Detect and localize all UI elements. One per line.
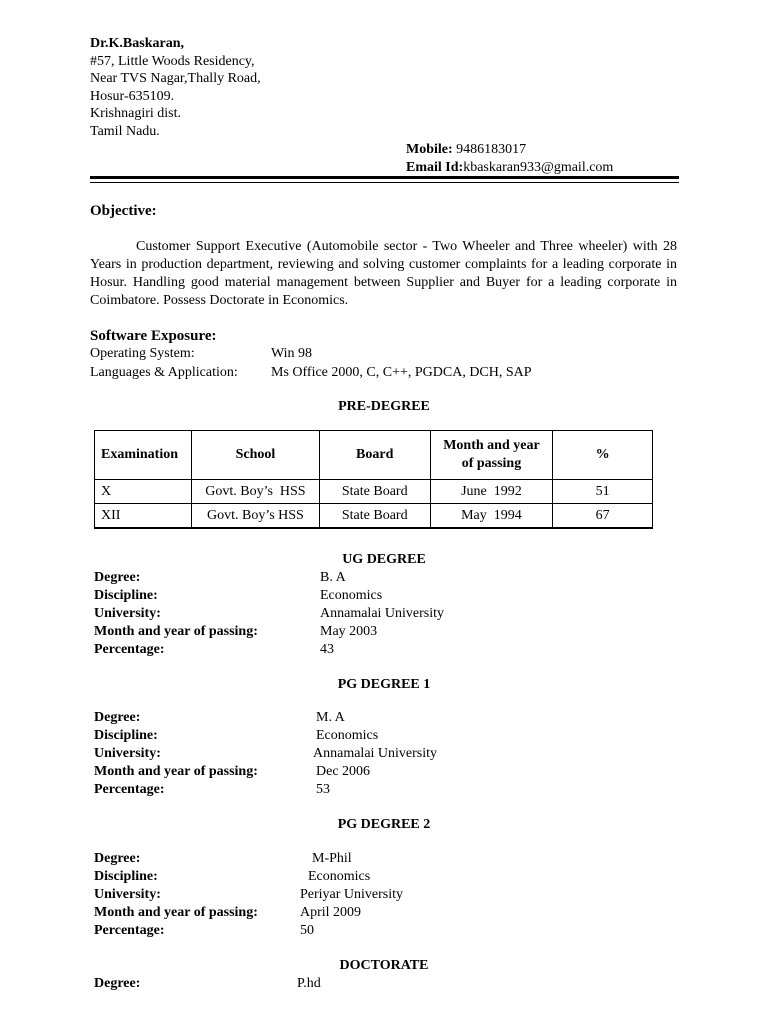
detail-label: Percentage: xyxy=(94,923,165,938)
address-line: Near TVS Nagar,Thally Road, xyxy=(90,71,261,87)
table-cell: June 1992 xyxy=(430,480,553,504)
software-label: Operating System: xyxy=(90,346,195,361)
address-line: Hosur-635109. xyxy=(90,88,175,104)
column-header: School xyxy=(191,431,319,480)
detail-value: 53 xyxy=(316,782,330,797)
objective-text: Customer Support Executive (Automobile sector - Two Wheeler and Three wheeler) with 28 Years in production department, reviewing and solving customer complaints for a leading corporate in Hosur. Handling good material management between Supplier and Buyer for a leading corporate in Coimbatore. Possess Doctorate in Economics. xyxy=(90,239,677,308)
candidate-name: Dr.K.Baskaran, xyxy=(90,36,185,51)
detail-value: M-Phil xyxy=(312,851,352,866)
table-cell: State Board xyxy=(319,504,430,529)
table-cell: XII xyxy=(95,504,192,529)
address-block xyxy=(90,35,261,141)
detail-value: Periyar University xyxy=(300,887,404,902)
detail-value: Annamalai University xyxy=(320,606,445,621)
table-cell: 67 xyxy=(553,504,653,529)
section-title-pg-degree-1: PG DEGREE 1 xyxy=(337,677,431,692)
detail-value: Dec 2006 xyxy=(316,764,371,779)
contact-block xyxy=(406,141,613,177)
section-title-doctorate: DOCTORATE xyxy=(339,958,429,973)
detail-value: 50 xyxy=(300,923,314,938)
detail-label: Month and year of passing: xyxy=(94,905,258,920)
detail-label: University: xyxy=(94,887,161,902)
email-address: kbaskaran933@gmail.com xyxy=(463,160,614,175)
column-header: % xyxy=(553,431,653,480)
detail-label: Percentage: xyxy=(94,642,165,657)
table-cell: Govt. Boy’s HSS xyxy=(191,504,319,529)
detail-label: Degree: xyxy=(94,570,141,585)
section-title-ug-degree: UG DEGREE xyxy=(342,552,426,567)
software-value: Win 98 xyxy=(271,346,313,361)
detail-value: M. A xyxy=(316,710,345,725)
detail-value: Annamalai University xyxy=(313,746,438,761)
software-value: Ms Office 2000, C, C++, PGDCA, DCH, SAP xyxy=(271,365,532,380)
table-row xyxy=(95,504,653,529)
address-line: Tamil Nadu. xyxy=(90,123,160,139)
mobile-line xyxy=(406,141,613,159)
detail-value: Economics xyxy=(308,869,371,884)
mobile-label: Mobile: xyxy=(406,142,453,157)
section-title-pre-degree: PRE-DEGREE xyxy=(338,399,430,414)
objective-heading: Objective: xyxy=(90,203,157,219)
email-line xyxy=(406,159,613,177)
detail-value: B. A xyxy=(320,570,346,585)
email-label: Email Id: xyxy=(406,160,464,175)
mobile-number: 9486183017 xyxy=(452,142,527,157)
detail-value: 43 xyxy=(320,642,334,657)
section-title-pg-degree-2: PG DEGREE 2 xyxy=(337,817,431,832)
detail-label: University: xyxy=(94,746,161,761)
detail-value: April 2009 xyxy=(300,905,362,920)
table-row xyxy=(95,480,653,504)
detail-value: Economics xyxy=(320,588,383,603)
detail-label: Degree: xyxy=(94,710,141,725)
column-header: Examination xyxy=(95,431,192,480)
column-header: Board xyxy=(319,431,430,480)
software-heading: Software Exposure: xyxy=(90,328,217,344)
table-cell: State Board xyxy=(319,480,430,504)
pre-degree-table xyxy=(94,430,653,529)
table-cell: May 1994 xyxy=(430,504,553,529)
address-line: Krishnagiri dist. xyxy=(90,106,181,122)
detail-label: Month and year of passing: xyxy=(94,624,258,639)
table-header-row xyxy=(95,431,653,480)
table-cell: Govt. Boy’s HSS xyxy=(191,480,319,504)
detail-value: Economics xyxy=(316,728,379,743)
detail-label: Month and year of passing: xyxy=(94,764,258,779)
detail-label: Discipline: xyxy=(94,728,158,743)
detail-value: May 2003 xyxy=(320,624,378,639)
detail-label: Degree: xyxy=(94,976,141,991)
software-label: Languages & Application: xyxy=(90,365,238,380)
detail-label: Discipline: xyxy=(94,588,158,603)
header-divider-thick xyxy=(90,176,679,179)
table-cell: X xyxy=(95,480,192,504)
detail-label: Percentage: xyxy=(94,782,165,797)
detail-label: University: xyxy=(94,606,161,621)
table-cell: 51 xyxy=(553,480,653,504)
detail-label: Degree: xyxy=(94,851,141,866)
address-line: #57, Little Woods Residency, xyxy=(90,53,255,69)
detail-label: Discipline: xyxy=(94,869,158,884)
header-divider-thin xyxy=(90,182,679,183)
column-header: Month and year of passing xyxy=(430,431,553,480)
detail-value: P.hd xyxy=(297,976,321,991)
